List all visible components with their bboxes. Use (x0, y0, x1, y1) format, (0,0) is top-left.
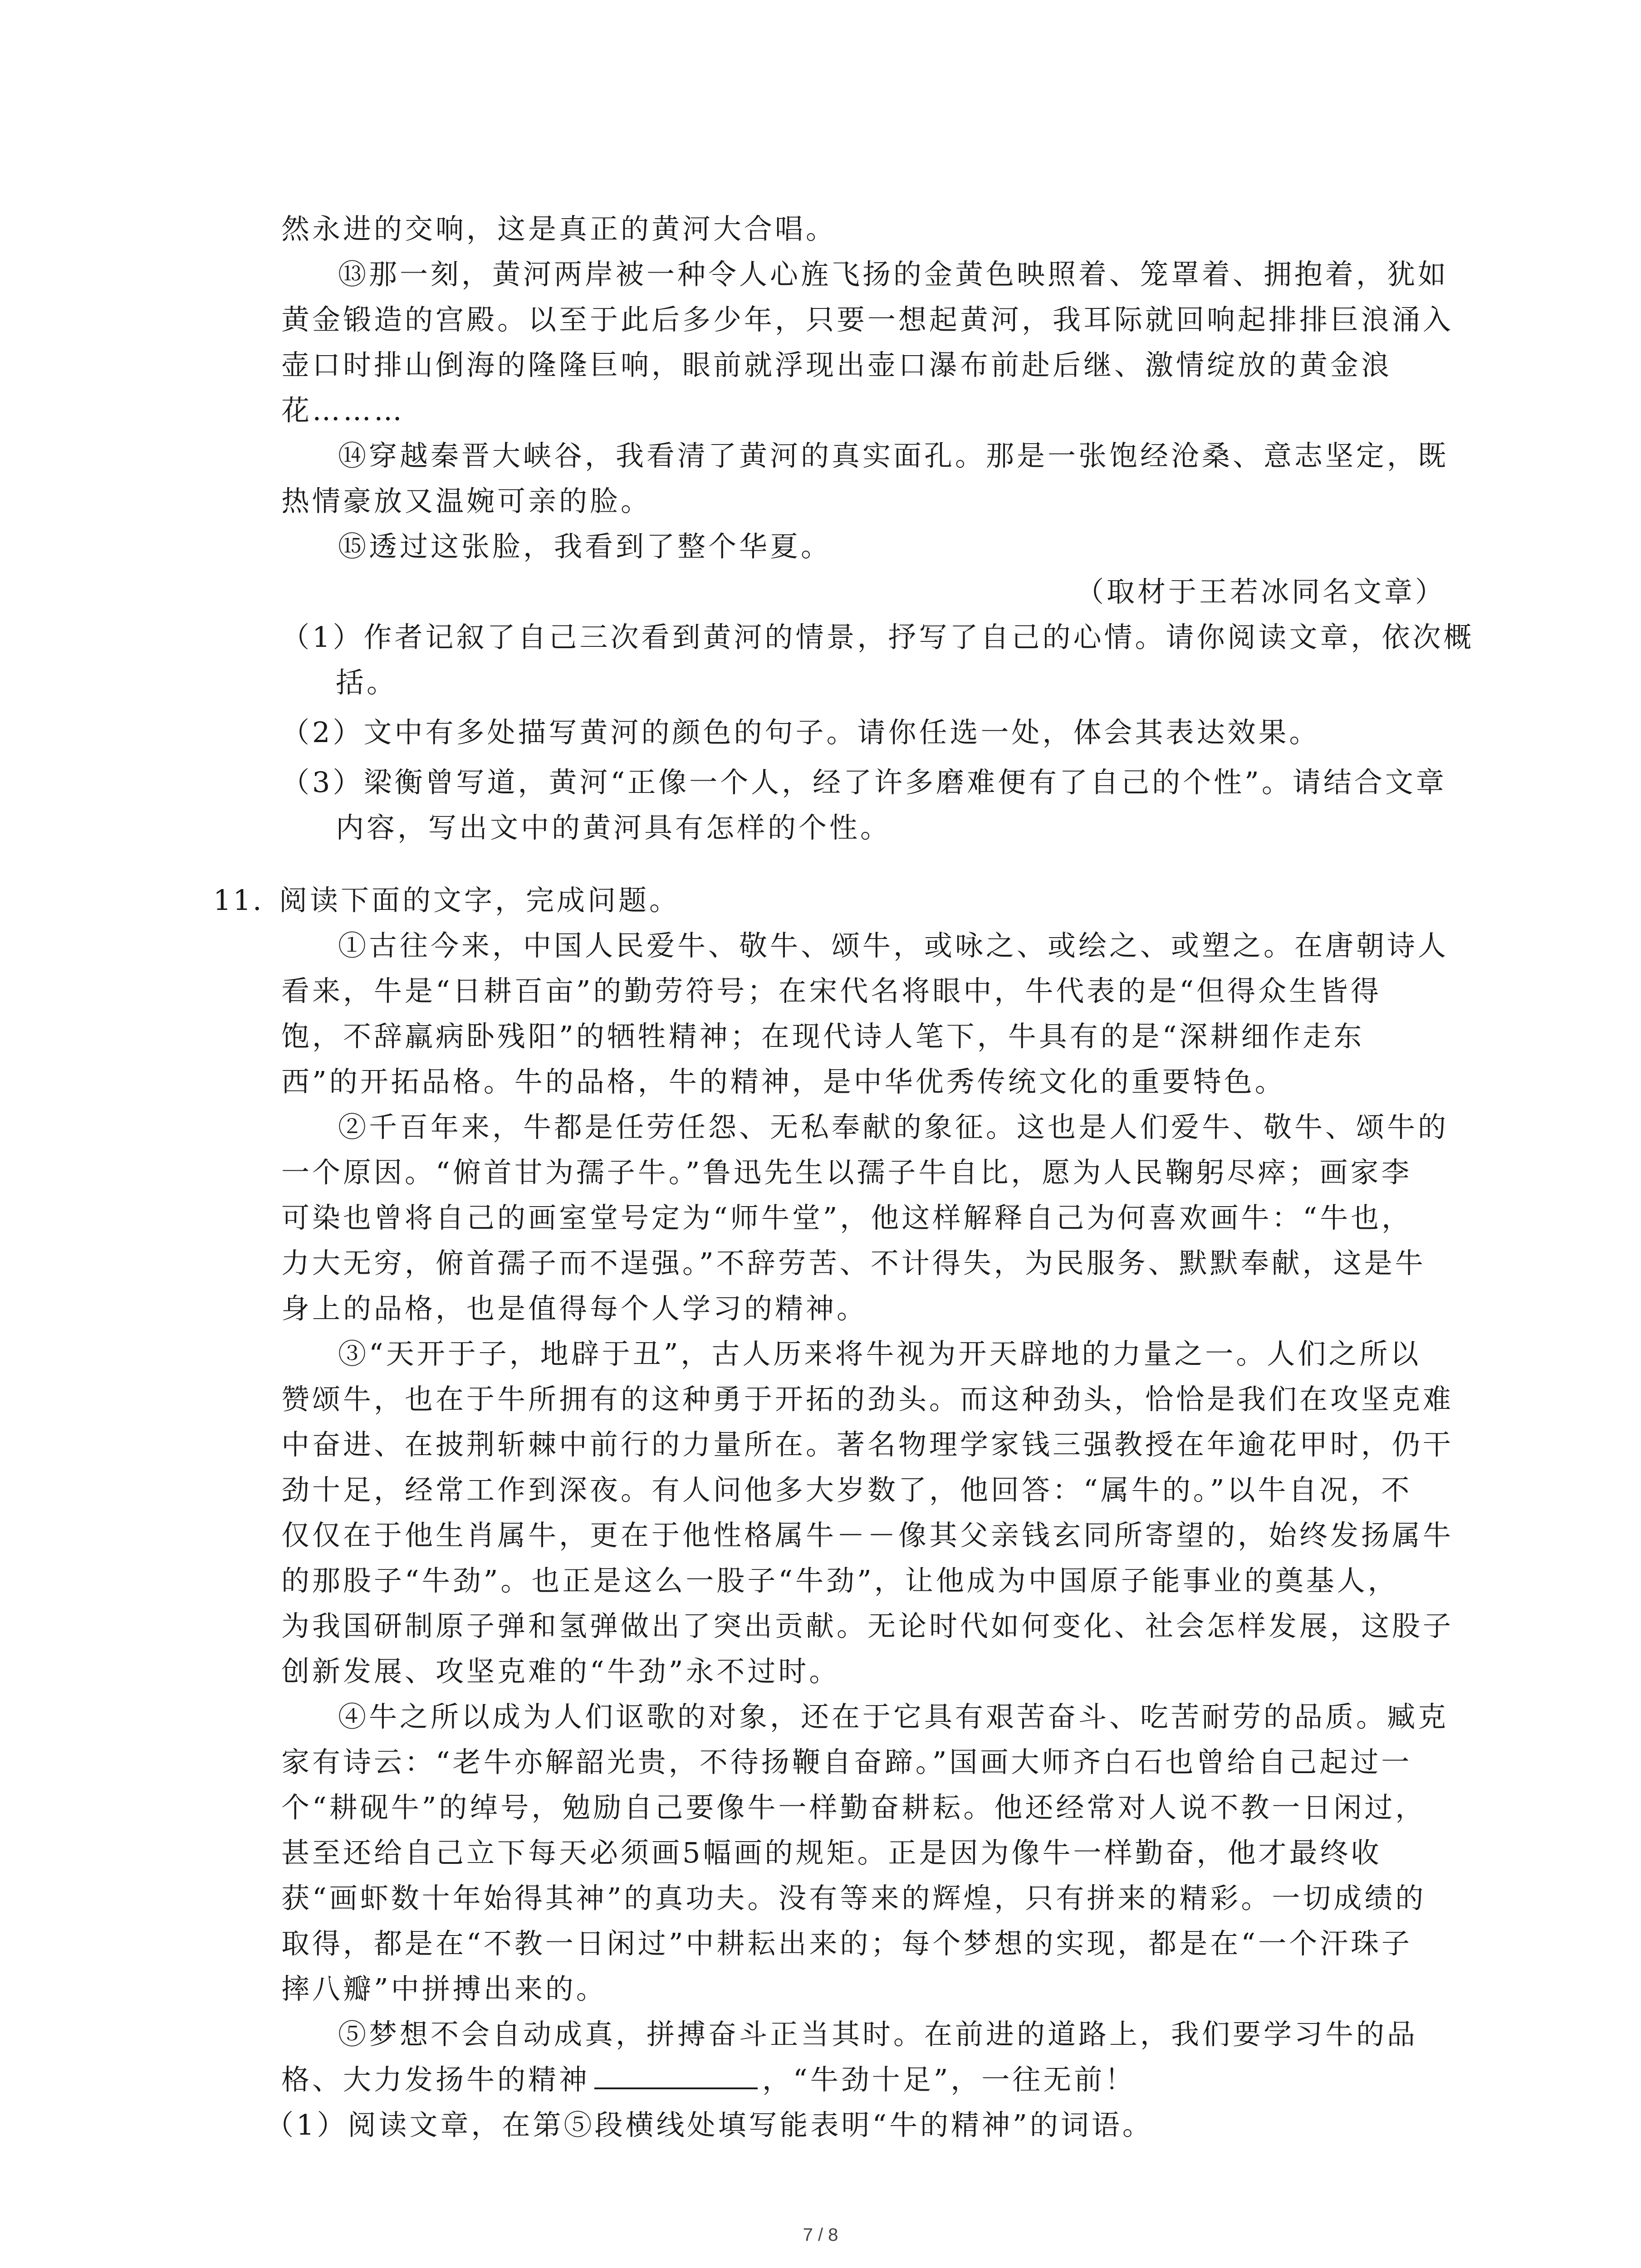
source-citation: （取材于王若冰同名文章） (1075, 575, 1446, 608)
passage-line: 甚至还给自己立下每天必须画5幅画的规矩。正是因为像牛一样勤奋，他才最终收 (281, 1836, 1382, 1869)
passage-line-with-blank (281, 2057, 1136, 2102)
passage-line: 家有诗云：“老牛亦解韶光贵，不待扬鞭自奋蹄。”国画大师齐白石也曾给自己起过一 (281, 1745, 1412, 1779)
question-number: 11. (213, 884, 264, 917)
passage-line: 身上的品格，也是值得每个人学习的精神。 (281, 1292, 868, 1325)
passage-text: ，“牛劲十足”，一往无前！ (762, 2063, 1136, 2096)
passage-line: 一个原因。“俯首甘为孺子牛。”鲁迅先生以孺子牛自比，愿为人民鞠躬尽瘁；画家李 (281, 1156, 1412, 1189)
page-number: 7 / 8 (803, 2225, 838, 2245)
question-item: （1）阅读文章，在第⑤段横线处填写能表明“牛的精神”的词语。 (265, 2108, 1153, 2141)
passage-line: 西”的开拓品格。牛的品格，牛的精神，是中华优秀传统文化的重要特色。 (281, 1065, 1286, 1098)
question-item: 括。 (336, 666, 398, 699)
passage-line: 摔八瓣”中拼搏出来的。 (281, 1972, 607, 2005)
passage-line: 然永进的交响，这是真正的黄河大合唱。 (281, 212, 837, 245)
passage-line: 壶口时排山倒海的隆隆巨响，眼前就浮现出壶口瀑布前赴后继、激情绽放的黄金浪 (281, 348, 1392, 381)
passage-line: ⑮透过这张脸，我看到了整个华夏。 (338, 530, 832, 563)
passage-line: 花……… (281, 394, 405, 427)
fill-in-blank[interactable] (594, 2060, 758, 2089)
passage-line: ⑭穿越秦晋大峡谷，我看清了黄河的真实面孔。那是一张饱经沧桑、意志坚定，既 (338, 439, 1449, 472)
passage-line: 可染也曾将自己的画室堂号定为“师牛堂”，他这样解释自己为何喜欢画牛：“牛也， (281, 1201, 1413, 1234)
passage-line: ②千百年来，牛都是任劳任怨、无私奉献的象征。这也是人们爱牛、敬牛、颂牛的 (338, 1110, 1449, 1144)
passage-line: 看来，牛是“日耕百亩”的勤劳符号；在宋代名将眼中，牛代表的是“但得众生皆得 (281, 974, 1382, 1007)
passage-line: 力大无穷，俯首孺子而不逞强。”不辞劳苦、不计得失，为民服务、默默奉献，这是牛 (281, 1246, 1426, 1280)
question-item: （1）作者记叙了自己三次看到黄河的情景，抒写了自己的心情。请你阅读文章，依次概 (281, 621, 1474, 654)
passage-line: 取得，都是在“不教一日闲过”中耕耘出来的；每个梦想的实现，都是在“一个汗珠子 (281, 1927, 1413, 1960)
passage-line: ⑬那一刻，黄河两岸被一种令人心旌飞扬的金黄色映照着、笼罩着、拥抱着，犹如 (338, 258, 1449, 291)
passage-line: ⑤梦想不会自动成真，拼搏奋斗正当其时。在前进的道路上，我们要学习牛的品 (338, 2018, 1418, 2051)
passage-line: 黄金锻造的宫殿。以至于此后多少年，只要一想起黄河，我耳际就回响起排排巨浪涌入 (281, 303, 1454, 336)
passage-line: 中奋进、在披荆斩棘中前行的力量所在。著名物理学家钱三强教授在年逾花甲时，仍干 (281, 1428, 1454, 1461)
passage-line: ①古往今来，中国人民爱牛、敬牛、颂牛，或咏之、或绘之、或塑之。在唐朝诗人 (338, 929, 1449, 962)
question-item: （2）文中有多处描写黄河的颜色的句子。请你任选一处，体会其表达效果。 (281, 716, 1320, 749)
passage-line: 饱，不辞羸病卧残阳”的牺牲精神；在现代诗人笔下，牛具有的是“深耕细作走东 (281, 1020, 1365, 1053)
passage-text: 格、大力发扬牛的精神 (281, 2063, 590, 2096)
passage-line: 为我国研制原子弹和氢弹做出了突出贡献。无论时代如何变化、社会怎样发展，这股子 (281, 1609, 1454, 1642)
passage-line: 赞颂牛，也在于牛所拥有的这种勇于开拓的劲头。而这种劲头，恰恰是我们在攻坚克难 (281, 1383, 1454, 1416)
question-prompt: 阅读下面的文字，完成问题。 (279, 884, 681, 917)
passage-line: 仅仅在于他生肖属牛，更在于他性格属牛－－像其父亲钱玄同所寄望的，始终发扬属牛 (281, 1519, 1454, 1552)
question-item: （3）梁衡曾写道，黄河“正像一个人，经了许多磨难便有了自己的个性”。请结合文章 (281, 766, 1447, 799)
passage-line: 个“耕砚牛”的绰号，勉励自己要像牛一样勤奋耕耘。他还经常对人说不教一日闲过， (281, 1791, 1426, 1824)
passage-line: 劲十足，经常工作到深夜。有人问他多大岁数了，他回答：“属牛的。”以牛自况，不 (281, 1473, 1412, 1506)
passage-line: ③“天开于子，地辟于丑”，古人历来将牛视为开天辟地的力量之一。人们之所以 (338, 1337, 1421, 1370)
passage-line: 获“画虾数十年始得其神”的真功夫。没有等来的辉煌，只有拼来的精彩。一切成绩的 (281, 1882, 1426, 1915)
passage-line: ④牛之所以成为人们讴歌的对象，还在于它具有艰苦奋斗、吃苦耐劳的品质。臧克 (338, 1700, 1449, 1733)
passage-line: 热情豪放又温婉可亲的脸。 (281, 484, 652, 518)
question-item: 内容，写出文中的黄河具有怎样的个性。 (336, 811, 892, 844)
passage-line: 创新发展、攻坚克难的“牛劲”永不过时。 (281, 1655, 840, 1688)
passage-line: 的那股子“牛劲”。也正是这么一股子“牛劲”，让他成为中国原子能事业的奠基人， (281, 1564, 1399, 1597)
